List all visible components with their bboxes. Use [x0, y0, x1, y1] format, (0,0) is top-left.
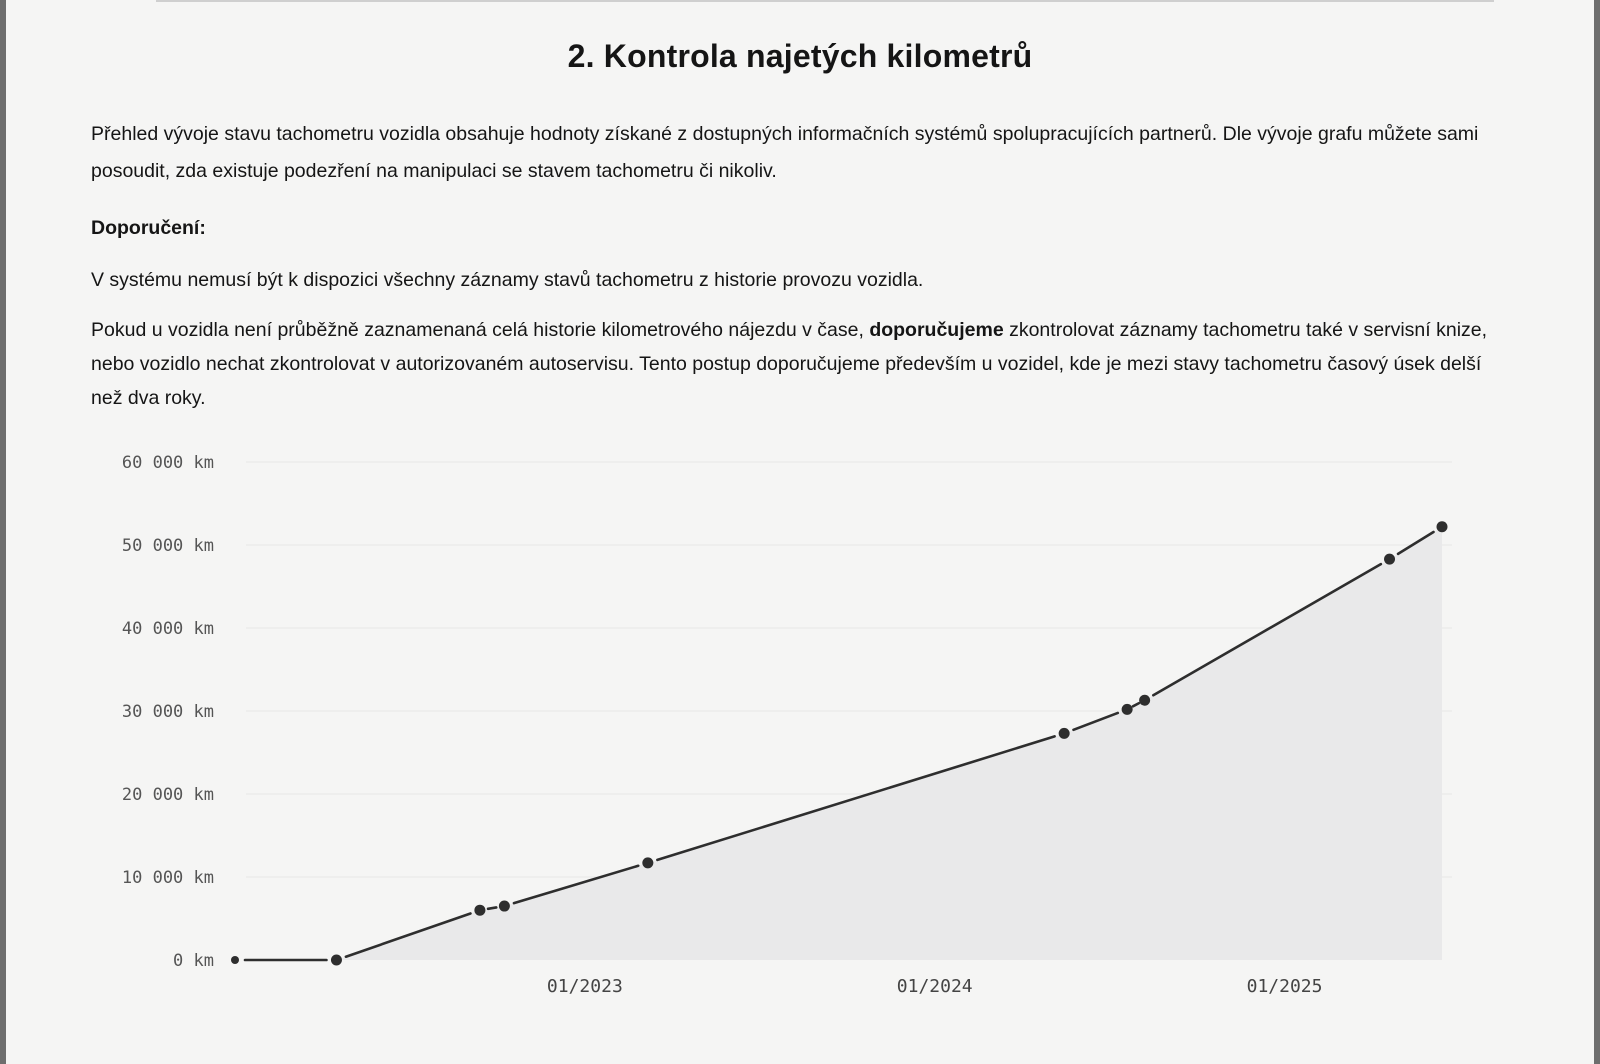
- data-point: [499, 901, 510, 912]
- data-point: [331, 955, 342, 966]
- x-tick-label: 01/2024: [896, 976, 973, 997]
- data-point: [1384, 554, 1395, 565]
- data-point: [1139, 695, 1150, 706]
- odometer-chart-svg: [6, 430, 1594, 1064]
- x-tick-label: 01/2025: [1246, 976, 1323, 997]
- data-point: [231, 956, 239, 964]
- series-line-segment: [488, 907, 496, 908]
- y-tick-label: 0 km: [173, 951, 214, 971]
- data-point: [642, 857, 653, 868]
- note-paragraph-2: [91, 313, 1491, 415]
- y-tick-label: 50 000 km: [121, 536, 214, 556]
- top-divider: [156, 0, 1494, 2]
- y-tick-label: 40 000 km: [121, 619, 214, 639]
- x-tick-label: 01/2023: [546, 976, 623, 997]
- data-point: [474, 905, 485, 916]
- y-tick-label: 60 000 km: [121, 453, 214, 473]
- report-page: [6, 0, 1594, 1064]
- series-area-fill: [235, 527, 1442, 960]
- y-tick-label: 30 000 km: [121, 702, 214, 722]
- intro-paragraph: Přehled vývoje stavu tachometru vozidla obsahuje hodnoty získané z dostupných informačních systémů spolupracujících partnerů. Dle vývoje grafu můžete sami posoudit, zda existuje podezření na manipulaci se stavem tachometru či nikoliv.: [91, 123, 1479, 182]
- note2-text-before: Pokud u vozidla není průběžně zaznamenaná celá historie kilometrového nájezdu v čase,: [91, 319, 870, 341]
- data-point: [1059, 728, 1070, 739]
- note-paragraph-1: V systému nemusí být k dispozici všechny záznamy stavů tachometru z historie provozu vozidla.: [91, 269, 924, 291]
- y-tick-label: 20 000 km: [121, 785, 214, 805]
- recommendation-heading: Doporučení:: [91, 217, 206, 239]
- note2-text-after: zkontrolovat záznamy tachometru také v servisní knize, nebo vozidlo nechat zkontrolovat v autorizovaném autoservisu. Tento postup doporučujeme především u vozidel, kde je mezi stavy tachometru časový úsek delší než dva roky.: [91, 319, 1488, 409]
- data-point: [1122, 704, 1133, 715]
- note2-bold-recommend: doporučujeme: [869, 319, 1004, 341]
- odometer-chart: [6, 430, 1594, 1064]
- section-title: 2. Kontrola najetých kilometrů: [567, 38, 1033, 74]
- data-point: [1437, 521, 1448, 532]
- y-tick-label: 10 000 km: [121, 868, 214, 888]
